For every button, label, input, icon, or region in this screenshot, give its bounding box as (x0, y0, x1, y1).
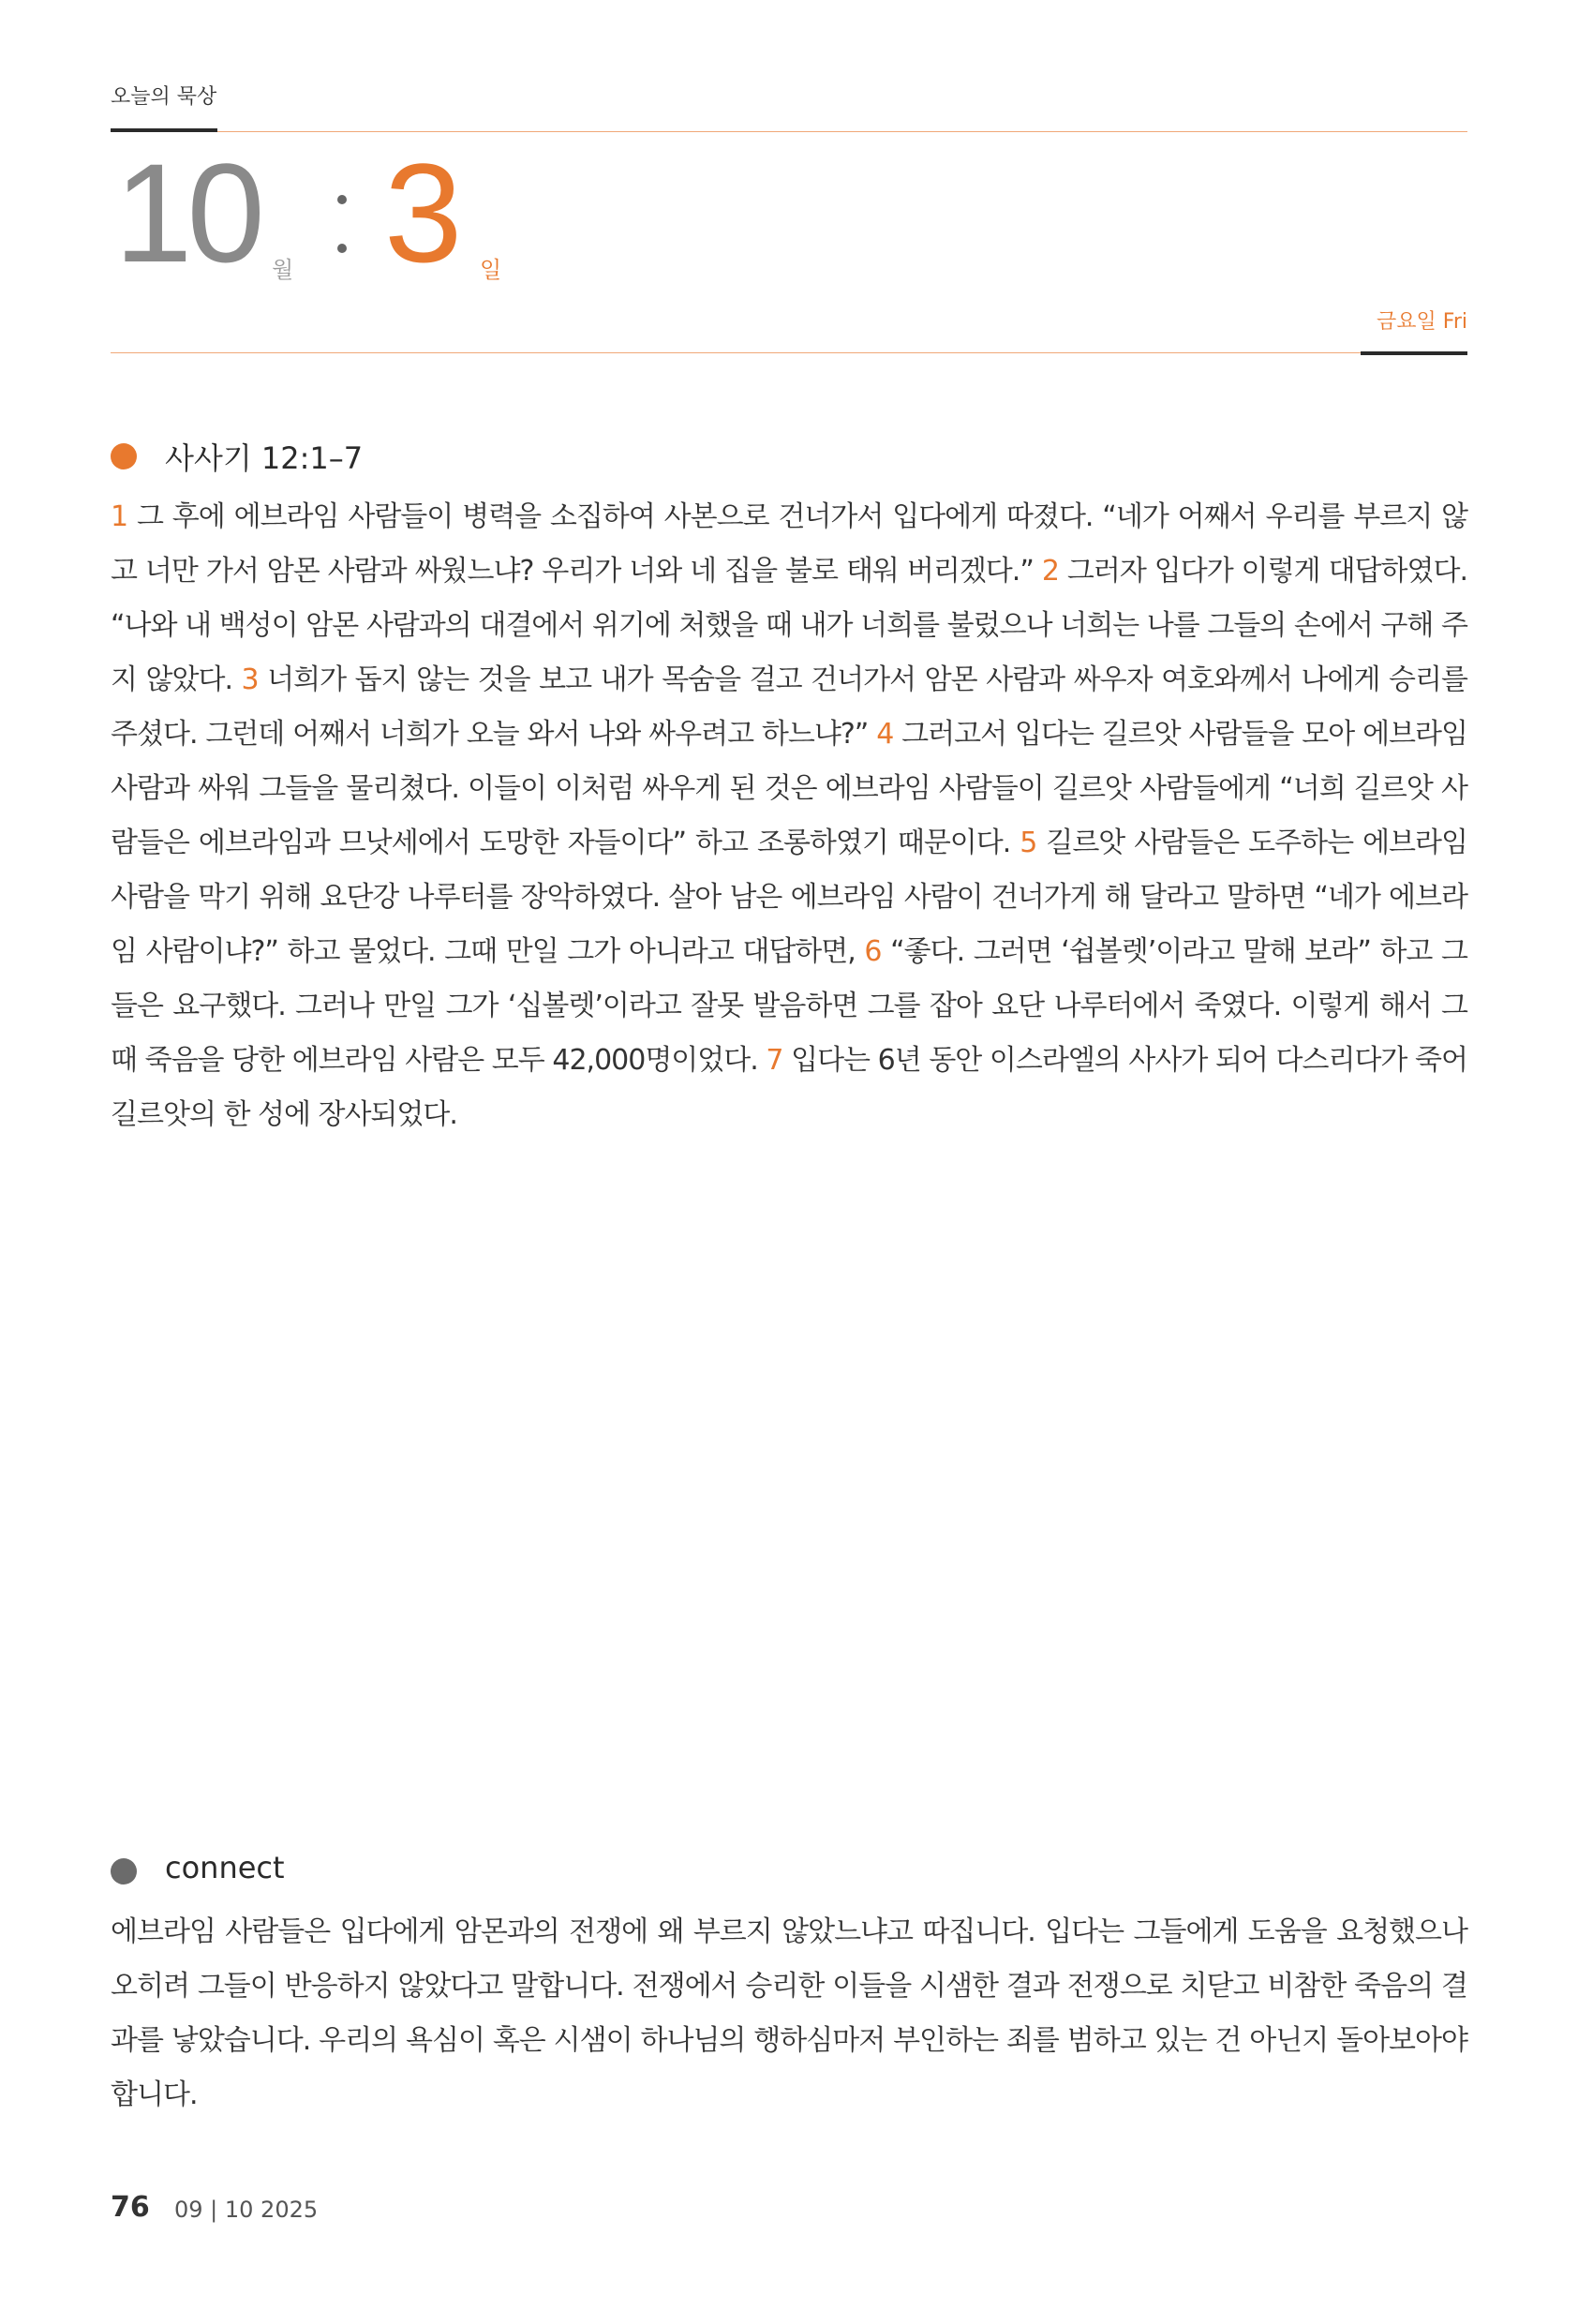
date-colon-separator (337, 195, 347, 261)
connect-body: 에브라임 사람들은 입다에게 암몬과의 전쟁에 왜 부르지 않았느냐고 따집니다. 입다는 그들에게 도움을 요청했으나 오히려 그들이 반응하지 않았다고 말합니다. 전쟁에서 승리한 이들을 시샘한 결과 전쟁으로 치닫고 비참한 죽음의 결과를 낳았습니다. 우리의 욕심이 혹은 시샘이 하나님의 행하심마저 부인하는 죄를 범하고 있는 건 아닌지 돌아보아야 합니다. (111, 1915, 1467, 2111)
date-month: 10 (114, 134, 260, 291)
page-number: 76 (111, 2191, 150, 2224)
scripture-reference: 사사기 12:1–7 (165, 440, 364, 476)
connect-bullet-icon (111, 1858, 137, 1885)
verse-number: 2 (1041, 555, 1059, 588)
weekday-underline (1361, 351, 1467, 355)
verse-text: 너희가 돕지 않는 것을 보고 내가 목숨을 걸고 건너가서 암몬 사람과 싸우자 여호와께서 나에게 승리를 주셨다. 그런데 어째서 너희가 오늘 와서 나와 싸우려고 하느냐?” (111, 663, 1467, 751)
verse-number: 1 (111, 500, 128, 533)
verse-number: 5 (1020, 827, 1037, 859)
verse-text: 그러고서 입다는 길르앗 사람들을 모아 에브라임 사람과 싸워 그들을 물리쳤다. 이들이 이처럼 싸우게 된 것은 에브라임 사람들이 길르앗 사람들에게 “너희 길르앗 사람들은 에브라임과 므낫세에서 도망한 자들이다” 하고 조롱하였기 때문이다. (111, 718, 1467, 859)
verse-text: 입다는 6년 동안 이스라엘의 사사가 되어 다스리다가 죽어 길르앗의 한 성에 장사되었다. (111, 1044, 1467, 1131)
verse-number: 4 (876, 718, 894, 751)
connect-heading: connect (165, 1850, 285, 1885)
header-top-rule (111, 131, 1467, 132)
verse-text: 그 후에 에브라임 사람들이 병력을 소집하여 사본으로 건너가서 입다에게 따졌다. “네가 어째서 우리를 부르지 않고 너만 가서 암몬 사람과 싸웠느냐? 우리가 너와 네 집을 불로 태워 버리겠다.” (111, 500, 1467, 588)
verse-number: 3 (241, 663, 259, 696)
date-month-unit: 월 (272, 257, 294, 283)
date-day-unit: 일 (480, 257, 502, 283)
date-day: 3 (384, 134, 463, 291)
verse-number: 7 (766, 1044, 783, 1077)
section-label-underline (111, 128, 217, 132)
scripture-body (111, 490, 1467, 1142)
issue-label: 09 | 10 2025 (174, 2197, 319, 2223)
verse-text: “좋다. 그러면 ‘쉽볼렛’이라고 말해 보라” 하고 그들은 요구했다. 그러나 만일 그가 ‘십볼렛’이라고 잘못 발음하면 그를 잡아 요단 나루터에서 죽였다. 이렇게 해서 그때 죽음을 당한 에브라임 사람은 모두 42,000명이었다. (111, 935, 1467, 1077)
scripture-bullet-icon (111, 443, 137, 469)
section-label: 오늘의 묵상 (111, 85, 217, 109)
verse-text: 길르앗 사람들은 도주하는 에브라임 사람을 막기 위해 요단강 나루터를 장악하였다. 살아 남은 에브라임 사람이 건너가게 해 달라고 말하면 “네가 에브라임 사람이냐?” 하고 물었다. 그때 만일 그가 아니라고 대답하면, (111, 827, 1467, 968)
weekday-label: 금요일 Fri (1377, 310, 1467, 334)
verse-number: 6 (864, 935, 882, 968)
verse-text: 그러자 입다가 이렇게 대답하였다. “나와 내 백성이 암몬 사람과의 대결에서 위기에 처했을 때 내가 너희를 불렀으나 너희는 나를 그들의 손에서 구해 주지 않았다. (111, 555, 1467, 696)
header-bottom-rule (111, 352, 1467, 353)
